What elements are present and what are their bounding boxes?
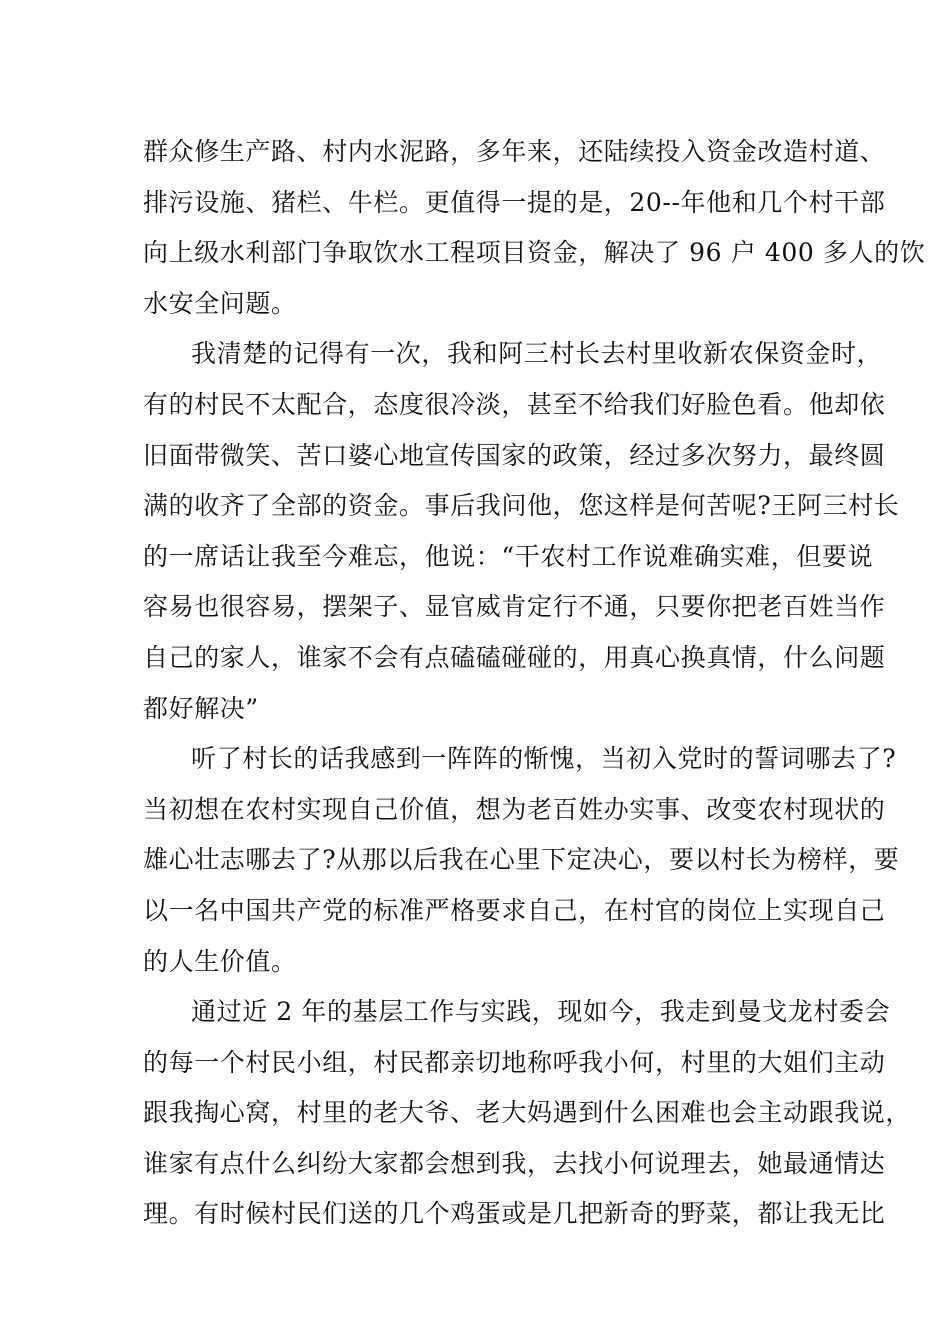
paragraph-line: 满的收齐了全部的资金。事后我问他，您这样是何苦呢?王阿三村长 bbox=[143, 491, 900, 521]
paragraph-line: 谁家有点什么纠纷大家都会想到我，去找小何说理去，她最通情达 bbox=[143, 1148, 886, 1178]
paragraph-line: 理。有时候村民们送的几个鸡蛋或是几把新奇的野菜，都让我无比 bbox=[143, 1199, 886, 1229]
paragraph-line: 的每一个村民小组，村民都亲切地称呼我小何，村里的大姐们主动 bbox=[143, 1047, 886, 1077]
paragraph-line: 旧面带微笑、苦口婆心地宣传国家的政策，经过多次努力，最终圆 bbox=[143, 440, 886, 470]
paragraph-line: 水安全问题。 bbox=[143, 288, 297, 318]
paragraph-line: 跟我掏心窝，村里的老大爷、老大妈遇到什么困难也会主动跟我说， bbox=[143, 1098, 912, 1128]
paragraph-line: 都好解决” bbox=[143, 693, 259, 723]
paragraph-line: 自己的家人，谁家不会有点磕磕碰碰的，用真心换真情，什么问题 bbox=[143, 642, 886, 672]
paragraph-line: 我清楚的记得有一次，我和阿三村长去村里收新农保资金时， bbox=[191, 339, 883, 369]
paragraph-line: 群众修生产路、村内水泥路，多年来，还陆续投入资金改造村道、 bbox=[143, 137, 886, 166]
document-body bbox=[143, 127, 926, 1240]
paragraph-line: 有的村民不太配合，态度很冷淡，甚至不给我们好脸色看。他却依 bbox=[143, 389, 886, 419]
paragraph-line: 的一席话让我至今难忘，他说：“干农村工作说难确实难，但要说 bbox=[143, 541, 874, 571]
paragraph-line: 通过近 2 年的基层工作与实践，现如今，我走到曼戈龙村委会 bbox=[191, 997, 891, 1027]
paragraph-line: 容易也很容易，摆架子、显官威肯定行不通，只要你把老百姓当作 bbox=[143, 592, 886, 622]
paragraph-line: 听了村长的话我感到一阵阵的惭愧，当初入党时的誓词哪去了? bbox=[191, 744, 897, 774]
paragraph-line: 雄心壮志哪去了?从那以后我在心里下定决心，要以村长为榜样，要 bbox=[143, 845, 900, 875]
paragraph-line: 当初想在农村实现自己价值，想为老百姓办实事、改变农村现状的 bbox=[143, 794, 886, 824]
paragraph-line: 排污设施、猪栏、牛栏。更值得一提的是，20--年他和几个村干部 bbox=[143, 187, 886, 217]
paragraph-line: 向上级水利部门争取饮水工程项目资金，解决了 96 户 400 多人的饮 bbox=[143, 238, 926, 268]
paragraph-line: 以一名中国共产党的标准严格要求自己，在村官的岗位上实现自己 bbox=[143, 895, 886, 925]
paragraph-line: 的人生价值。 bbox=[143, 946, 297, 976]
